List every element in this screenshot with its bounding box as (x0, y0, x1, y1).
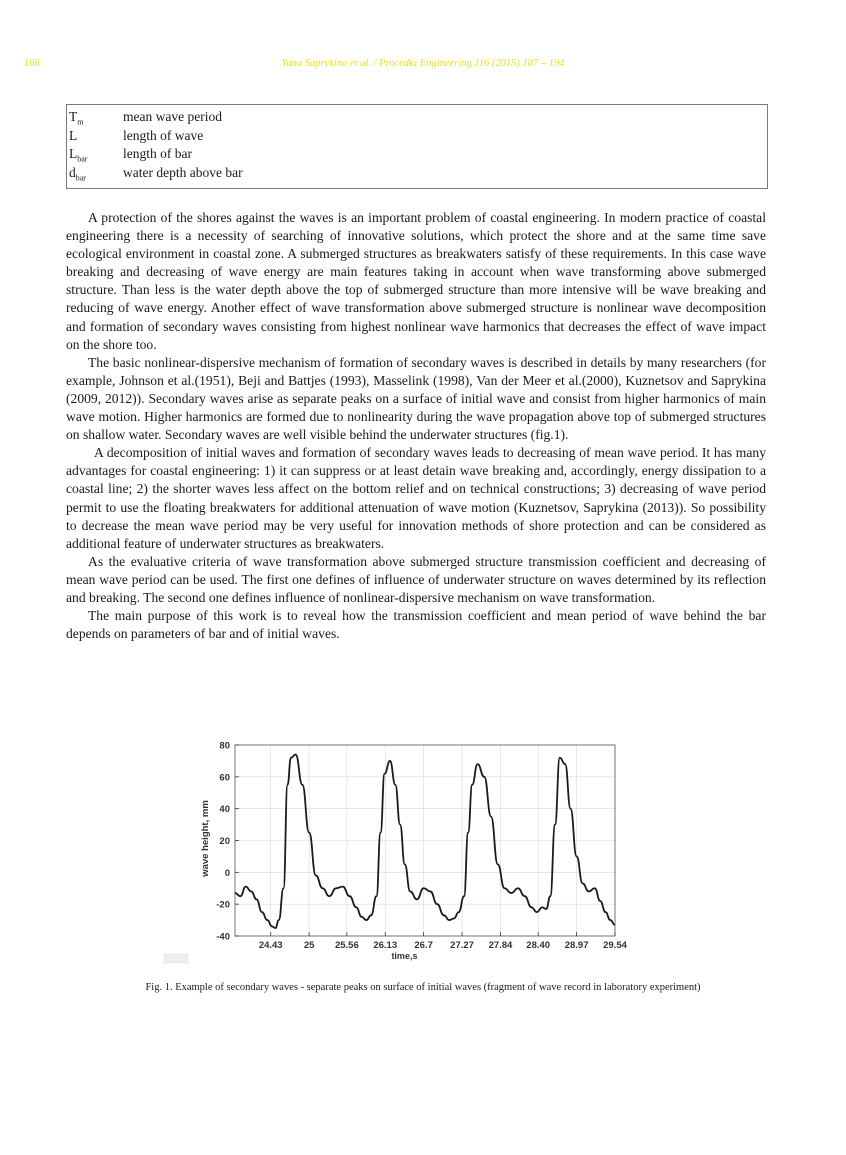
paragraph: A decomposition of initial waves and formation of secondary waves leads to decreasing of mean wave period. It has many advantages for coastal engineering: 1) it can suppress or at least detain wave breaking and, accordingly, energy dissipation to a coastal line; 2) the shorter waves less affect on the bottom relief and on technical constructions; 3) decreasing of wave period permit to use the floating breakwaters for additional attenuation of wave motion (Kuznetsov, Saprykina (2013)). So possibility to decrease the mean wave period may be very useful for innovation methods of shore protection and can be considered as additional feature of underwater structures as breakwaters. (66, 445, 766, 551)
x-tick-label: 28.40 (526, 940, 551, 951)
running-header (0, 58, 846, 72)
nomenclature-definition: length of bar (123, 146, 192, 161)
nomenclature-box (66, 104, 768, 189)
legend-box (164, 954, 188, 963)
body-text (66, 209, 766, 643)
paragraph: As the evaluative criteria of wave transformation above submerged structure transmission coefficient and decreasing of mean wave period can be used. The first one defines of influence of underwater structure on waves determined by its reflection and breaking. The second one defines influence of nonlinear-dispersive mechanism on wave transformation. (66, 553, 766, 605)
x-tick-label: 28.97 (564, 940, 589, 951)
wave-chart (160, 736, 630, 966)
paragraph: The main purpose of this work is to reveal how the transmission coefficient and mean period of wave behind the bar depends on parameters of bar and of initial waves. (66, 608, 766, 642)
nomenclature-symbol: $L_{bar}$ (69, 146, 88, 164)
nomenclature-row (67, 165, 767, 184)
paragraph: The basic nonlinear-dispersive mechanism of formation of secondary waves is described in details by many researchers (for example, Johnson et al.(1951), Beji and Battjes (1993), Masselink (1998), Van der Meer et al.(2000), Kuznetsov and Saprykina (2009, 2012)). Secondary waves arise as separate peaks on a surface of initial wave and consist from higher harmonics of main wave motion. Higher harmonics are formed due to nonlinearity during the wave propagation above top of submerged structures on shallow water. Secondary waves are well visible behind the underwater structures (fig.1). (66, 354, 766, 443)
y-tick-label: -40 (216, 931, 230, 943)
x-tick-label: 29.54 (603, 940, 627, 951)
nomenclature-symbol: $d_{bar}$ (69, 164, 86, 183)
y-tick-label: 40 (219, 804, 230, 816)
y-tick-label: 80 (219, 740, 230, 752)
figure-1 (160, 736, 630, 966)
nomenclature-symbol: $T_m$ (69, 109, 84, 127)
running-title: Yana Saprykina et al. / Procedia Engineering 116 (2015) 187 – 194 (281, 58, 565, 69)
nomenclature-symbol: L (69, 127, 78, 143)
x-tick-label: 26.13 (373, 940, 398, 951)
nomenclature-row (67, 128, 767, 147)
x-axis-label: time,s (391, 951, 418, 961)
nomenclature-row (67, 146, 767, 165)
nomenclature-definition: mean wave period (123, 109, 222, 124)
nomenclature-definition: water depth above bar (123, 164, 243, 180)
y-tick-label: 60 (219, 772, 230, 784)
page-number: 188 (24, 58, 40, 69)
nomenclature-row (67, 109, 767, 128)
figure-caption: Fig. 1. Example of secondary waves - separate peaks on surface of initial waves (fragment of wave record in laboratory experiment) (145, 982, 701, 993)
x-tick-label: 24.43 (258, 940, 283, 951)
y-axis-label: wave height, mm (200, 800, 211, 877)
nomenclature-definition: length of wave (123, 127, 204, 143)
paragraph: A protection of the shores against the waves is an important problem of coastal engineering. In modern practice of coastal engineering there is a necessity of searching of innovative solutions, which protect the shore and at the same time save ecological environment in coastal zone. A submerged structures as breakwaters satisfy of these requirements. In this case wave breaking and decreasing of wave energy are main features taking in account when wave transforming above submerged structure. Than less is the water depth above the top of submerged structure than more intensive will be wave breaking and reducing of wave energy. Another effect of wave transformation above submerged structure is nonlinear wave decomposition and formation of secondary waves consisting from highest nonlinear wave harmonics that decreases the effect of wave impact on the shore too. (66, 210, 766, 352)
x-tick-label: 27.84 (488, 940, 513, 951)
x-tick-label: 25.56 (334, 940, 359, 951)
x-tick-label: 27.27 (450, 940, 474, 951)
y-tick-label: -20 (216, 899, 230, 911)
x-tick-label: 25 (303, 940, 315, 951)
x-tick-label: 26.7 (414, 940, 433, 951)
y-tick-label: 20 (219, 836, 230, 847)
y-tick-label: 0 (224, 867, 230, 879)
